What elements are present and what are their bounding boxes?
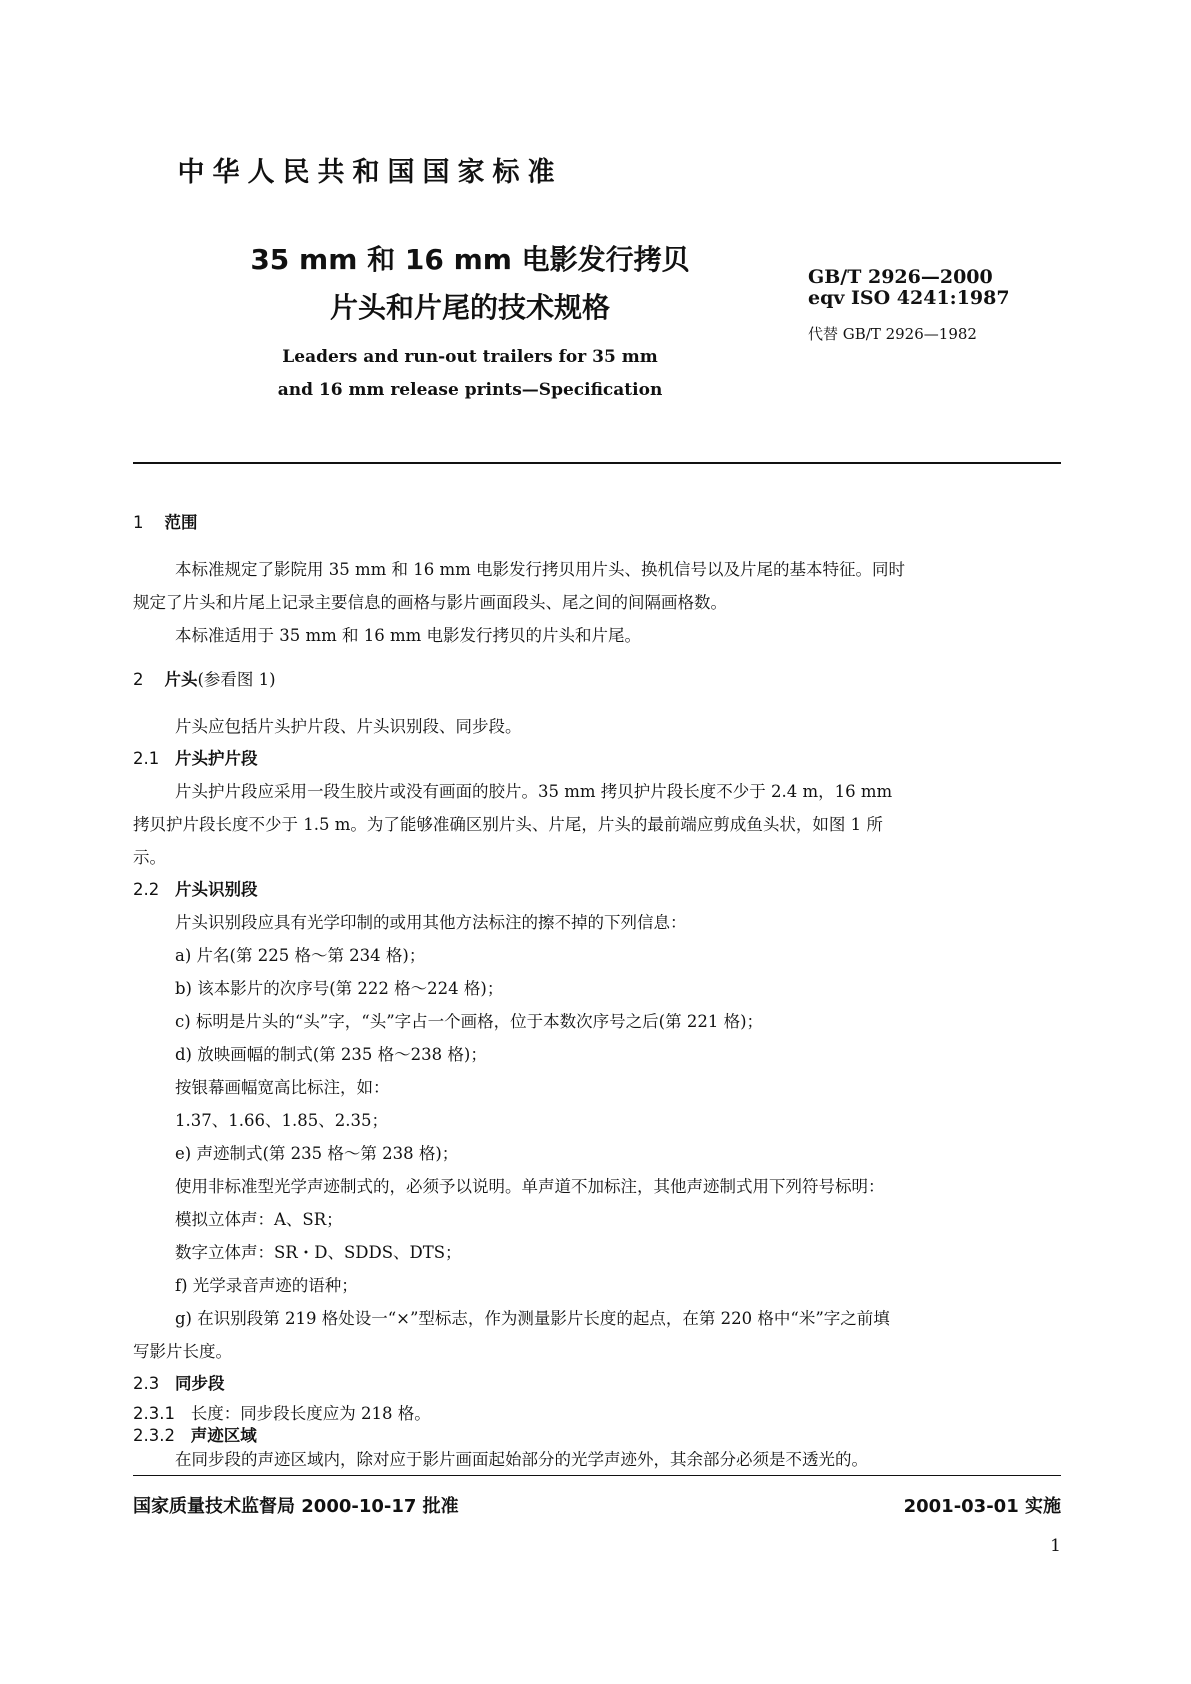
title-line-2: 片头和片尾的技术规格 bbox=[329, 291, 610, 324]
paragraph-line: 本标准规定了影院用 35 mm 和 16 mm 电影发行拷贝用片头、换机信号以及片尾的基本特征。同时 bbox=[175, 560, 906, 579]
section-number: 2 bbox=[133, 670, 144, 689]
list-item: b) 该本影片的次序号(第 222 格～224 格)； bbox=[175, 979, 504, 998]
section-2-1-heading bbox=[133, 745, 258, 769]
section-reference: (参看图 1) bbox=[197, 670, 276, 689]
paragraph-line: 在同步段的声迹区域内，除对应于影片画面起始部分的光学声迹外，其余部分必须是不透光的。 bbox=[175, 1450, 868, 1469]
paragraph-line: 片头护片段应采用一段生胶片或没有画面的胶片。35 mm 拷贝护片段长度不少于 2.4 m，16 mm bbox=[175, 782, 893, 801]
section-2-3-1 bbox=[133, 1400, 431, 1424]
paragraph-line: 片头应包括片头护片段、片头识别段、同步段。 bbox=[175, 717, 522, 736]
header-divider bbox=[133, 462, 1061, 464]
equivalent-standard: eqv ISO 4241:1987 bbox=[808, 287, 1010, 309]
section-number: 2.2 bbox=[133, 880, 160, 899]
section-number: 1 bbox=[133, 513, 144, 532]
paragraph-line: 片头识别段应具有光学印制的或用其他方法标注的擦不掉的下列信息： bbox=[175, 913, 687, 932]
list-item: f) 光学录音声迹的语种； bbox=[175, 1276, 358, 1295]
paragraph-line: 本标准适用于 35 mm 和 16 mm 电影发行拷贝的片头和片尾。 bbox=[175, 626, 642, 645]
paragraph-line: 示。 bbox=[133, 848, 166, 867]
section-number: 2.3.1 bbox=[133, 1404, 175, 1423]
section-title: 片头护片段 bbox=[175, 749, 258, 768]
section-title: 范围 bbox=[164, 513, 198, 532]
english-title-line-2: and 16 mm release prints—Specification bbox=[277, 380, 663, 400]
section-title: 声迹区域 bbox=[190, 1426, 257, 1445]
list-item: c) 标明是片头的“头”字，“头”字占一个画格，位于本数次序号之后(第 221 格)； bbox=[175, 1012, 764, 1031]
page-number: 1 bbox=[1050, 1536, 1061, 1556]
paragraph-line: 数字立体声：SR・D、SDDS、DTS； bbox=[175, 1243, 462, 1262]
paragraph-line: 写影片长度。 bbox=[133, 1342, 232, 1361]
section-number: 2.1 bbox=[133, 749, 160, 768]
list-item: g) 在识别段第 219 格处设一“×”型标志，作为测量影片长度的起点，在第 220 格中“米”字之前填 bbox=[175, 1309, 890, 1328]
section-1-heading bbox=[133, 509, 197, 533]
section-2-3-heading bbox=[133, 1370, 225, 1394]
section-title: 片头识别段 bbox=[175, 880, 258, 899]
standard-code: GB/T 2926—2000 bbox=[808, 266, 993, 288]
title-line-1: 35 mm 和 16 mm 电影发行拷贝 bbox=[250, 243, 690, 276]
list-item: e) 声迹制式(第 235 格～第 238 格)； bbox=[175, 1144, 459, 1163]
section-title: 同步段 bbox=[175, 1374, 225, 1393]
section-2-2-heading bbox=[133, 876, 258, 900]
approval-date: 国家质量技术监督局 2000-10-17 批准 bbox=[133, 1496, 459, 1517]
footer-divider bbox=[133, 1475, 1061, 1476]
list-item: d) 放映画幅的制式(第 235 格～238 格)； bbox=[175, 1045, 487, 1064]
section-2-3-2-heading bbox=[133, 1422, 257, 1446]
paragraph-line: 拷贝护片段长度不少于 1.5 m。为了能够准确区别片头、片尾，片头的最前端应剪成鱼头状，如图 1 所 bbox=[133, 815, 883, 834]
paragraph-line: 1.37、1.66、1.85、2.35； bbox=[175, 1111, 388, 1130]
paragraph-line: 使用非标准型光学声迹制式的，必须予以说明。单声道不加标注，其他声迹制式用下列符号标明： bbox=[175, 1177, 885, 1196]
list-item: a) 片名(第 225 格～第 234 格)； bbox=[175, 946, 426, 965]
section-number: 2.3.2 bbox=[133, 1426, 175, 1445]
paragraph-line: 规定了片头和片尾上记录主要信息的画格与影片画面段头、尾之间的间隔画格数。 bbox=[133, 593, 727, 612]
replaces-standard: 代替 GB/T 2926—1982 bbox=[808, 325, 977, 343]
paragraph-line: 按银幕画幅宽高比标注，如： bbox=[175, 1078, 390, 1097]
section-number: 2.3 bbox=[133, 1374, 160, 1393]
section-title: 片头 bbox=[164, 670, 198, 689]
english-title-line-1: Leaders and run-out trailers for 35 mm bbox=[282, 347, 658, 367]
national-standard-heading: 中华人民共和国国家标准 bbox=[177, 157, 563, 188]
section-text: 长度：同步段长度应为 218 格。 bbox=[190, 1404, 431, 1423]
paragraph-line: 模拟立体声：A、SR； bbox=[175, 1210, 343, 1229]
effective-date: 2001-03-01 实施 bbox=[903, 1496, 1061, 1517]
section-2-heading bbox=[133, 666, 276, 690]
